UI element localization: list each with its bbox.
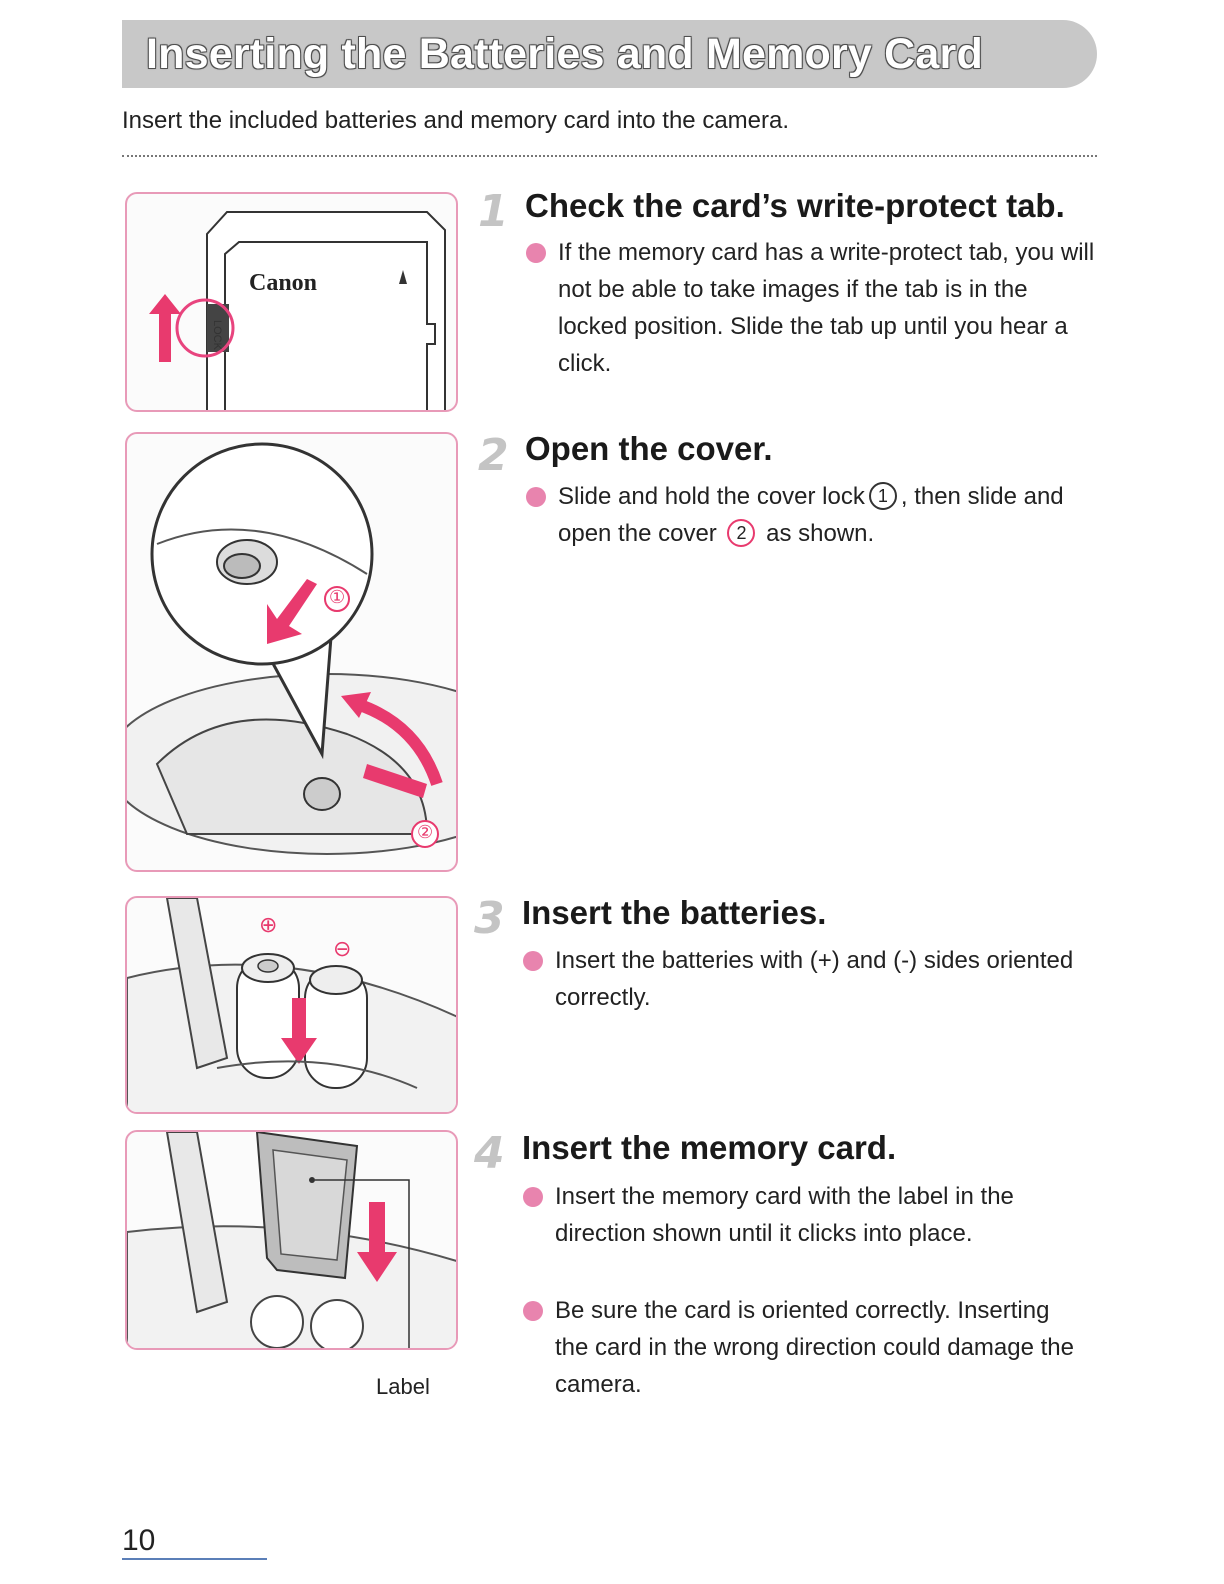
cover-marker-1: ① xyxy=(329,587,346,607)
title-bar xyxy=(122,20,1097,88)
step-title-4: Insert the memory card. xyxy=(522,1129,897,1166)
step-number-4: 4 xyxy=(474,1128,505,1179)
bullet-dot xyxy=(523,951,543,971)
bullet-dot xyxy=(526,487,546,507)
step-title-2: Open the cover. xyxy=(525,430,773,467)
step-1-bullet: If the memory card has a write-protect tab, you will not be able to take images if the tab is in the locked position. Slide the tab up until you hear a click. xyxy=(526,234,1096,382)
bullet-dot xyxy=(523,1187,543,1207)
plus-icon: ⊕ xyxy=(259,912,278,937)
lock-label: LOCK xyxy=(211,320,223,350)
marker-2-icon: 2 xyxy=(727,519,755,547)
step-2-bullet: Slide and hold the cover lock 1 , then slide and open the cover 2 as shown. xyxy=(526,478,1096,552)
page-title: Inserting the Batteries and Memory Card xyxy=(146,30,983,78)
minus-icon: ⊖ xyxy=(333,936,352,961)
step-4-bullet-2: Be sure the card is oriented correctly. Inserting the card in the wrong direction could damage the camera. xyxy=(523,1292,1083,1403)
step-title-1: Check the card’s write-protect tab. xyxy=(525,187,1065,224)
page-number-rule xyxy=(122,1558,267,1560)
card-brand: Canon xyxy=(249,270,318,296)
cover-illustration xyxy=(125,432,458,872)
label-caption: Label xyxy=(376,1374,430,1399)
card-illustration xyxy=(125,192,458,412)
cover-marker-2: ② xyxy=(417,822,434,842)
batteries-illustration xyxy=(125,896,458,1114)
bullet-dot xyxy=(523,1301,543,1321)
page-number: 10 xyxy=(122,1524,156,1557)
intro-text: Insert the included batteries and memory card into the camera. xyxy=(122,107,790,134)
step-4-bullet-1: Insert the memory card with the label in the direction shown until it clicks into place. xyxy=(523,1178,1083,1252)
marker-1-icon: 1 xyxy=(869,482,897,510)
step-number-2: 2 xyxy=(478,430,509,481)
section-divider xyxy=(122,155,1097,157)
step-number-3: 3 xyxy=(474,893,505,944)
step-3-bullet: Insert the batteries with (+) and (-) sides oriented correctly. xyxy=(523,942,1093,1016)
memory-card-illustration xyxy=(125,1130,458,1350)
step-title-3: Insert the batteries. xyxy=(522,894,827,931)
bullet-dot xyxy=(526,243,546,263)
step-number-1: 1 xyxy=(478,186,509,237)
